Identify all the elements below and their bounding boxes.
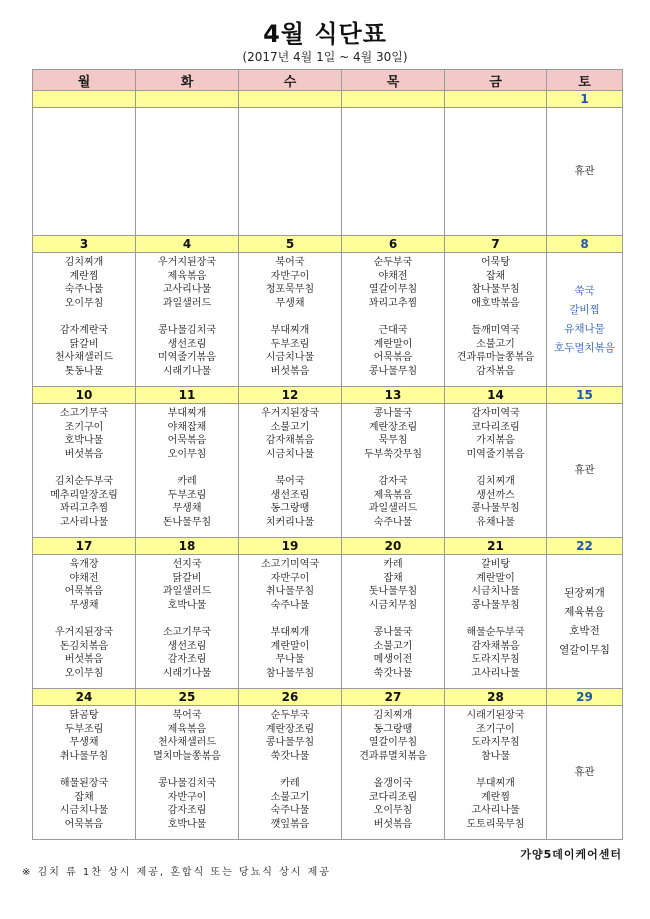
menu-item: 도라지무침 [471,737,520,748]
menu-item: 콩나물무침 [471,599,520,611]
menu-item: 김치찌개 [373,710,413,721]
menu-item: 생선조림 [167,338,207,350]
menu-item: 감자조림 [167,805,207,816]
menu-item: 계란말이 [373,338,413,350]
date-row [33,91,623,108]
menu-item: 콩나물무침 [471,503,520,514]
dinner-menu [239,324,341,378]
dinner-menu [239,475,341,529]
date-cell: 22 [547,538,623,555]
menu-item: 오이무침 [373,805,413,816]
menu-item: 쑥갓나물 [373,667,413,679]
day-menu-cell [239,253,342,387]
date-cell: 21 [445,538,547,555]
menu-item: 코다리조림 [368,791,418,803]
weekday-header: 목 [342,70,445,91]
menu-item: 북어국 [275,257,305,268]
saturday-menu-cell [547,253,623,387]
saturday-menu-cell [547,108,623,236]
dinner-menu [342,777,444,831]
date-row [33,236,623,253]
day-menu-cell [33,404,136,538]
menu-item: 호박나물 [167,818,207,830]
lunch-menu [239,253,341,310]
menu-item: 숙주나물 [270,805,310,816]
dinner-menu [239,626,341,680]
menu-item: 계란찜 [69,270,99,282]
date-cell [445,91,547,108]
lunch-menu [136,706,238,763]
day-menu-cell [342,555,445,689]
menu-item: 계란장조림 [368,421,418,433]
menu-item: 자반구이 [270,572,310,584]
menu-item: 잡채 [74,791,94,803]
dinner-menu [33,324,135,378]
menu-item: 숙주나물 [270,599,310,611]
weekday-header: 월 [33,70,136,91]
menu-item: 청포묵무침 [265,284,315,295]
date-cell [136,91,239,108]
center-name: 가양5데이케어센터 [520,848,622,861]
day-menu-cell [445,108,547,236]
date-cell: 20 [342,538,445,555]
menu-item: 선지국 [172,559,202,570]
dinner-menu [445,626,546,680]
menu-item: 콩나물김치국 [158,778,216,789]
menu-item: 어묵볶음 [373,352,413,363]
menu-item: 열갈이무침 [368,737,418,748]
menu-item: 버섯볶음 [373,818,413,830]
lunch-menu [445,253,546,310]
date-cell: 27 [342,689,445,706]
date-cell: 15 [547,387,623,404]
menu-item: 호박나물 [64,435,104,446]
menu-item: 돗나물무침 [368,586,418,597]
saturday-menu-cell [547,555,623,689]
day-menu-cell [342,253,445,387]
date-cell: 7 [445,236,547,253]
saturday-menu-cell [547,404,623,538]
menu-item: 깻잎볶음 [270,818,310,830]
lunch-menu [239,706,341,763]
menu-item: 소불고기 [270,791,310,803]
weekday-header: 수 [239,70,342,91]
menu-item: 가지볶음 [476,435,515,446]
date-cell: 8 [547,236,623,253]
menu-row [33,706,623,840]
lunch-menu [136,108,238,111]
date-cell: 11 [136,387,239,404]
menu-item: 두부조림 [64,723,104,735]
menu-item: 오이무침 [167,448,207,460]
menu-item: 멸치마늘쫑볶음 [153,750,221,762]
day-menu-cell [445,404,547,538]
lunch-menu [33,555,135,612]
day-menu-cell [445,706,547,840]
menu-item: 계란장조림 [265,723,315,735]
menu-row [33,253,623,387]
menu-row [33,404,623,538]
page-title: 4월 식단표 [263,20,387,48]
menu-item: 소불고기 [373,640,413,652]
menu-item: 과일샐러드 [368,503,418,514]
date-cell: 25 [136,689,239,706]
menu-item: 계란말이 [270,640,310,652]
menu-item: 순두부국 [270,710,310,721]
menu-item: 제육볶음 [564,605,605,618]
menu-item: 콩나물국 [373,408,413,419]
menu-item: 묵무침 [378,435,408,446]
menu-item: 감자국 [378,476,408,487]
dinner-menu [33,777,135,831]
menu-item: 콩나물김치국 [158,325,216,336]
menu-item: 어묵볶음 [167,435,207,446]
lunch-menu [136,404,238,461]
date-cell: 29 [547,689,623,706]
menu-item: 해물순두부국 [466,627,525,638]
menu-item: 메생이전 [373,654,413,665]
day-menu-cell [33,253,136,387]
date-cell: 18 [136,538,239,555]
menu-item: 들깨미역국 [471,325,520,336]
lunch-menu [445,404,546,461]
lunch-menu [445,108,546,111]
menu-item: 취나물무침 [59,750,109,762]
date-cell: 12 [239,387,342,404]
menu-item: 닭갈비 [172,572,202,584]
menu-item: 호박나물 [167,599,207,611]
menu-item: 코다리조림 [471,421,520,433]
day-menu-cell [33,706,136,840]
menu-item: 야채잡채 [167,421,207,433]
menu-item: 톳동나물 [64,365,104,377]
menu-item: 닭갈비 [69,338,99,350]
day-menu-cell [445,253,547,387]
saturday-menu-cell [547,706,623,840]
menu-item: 휴관 [574,766,595,778]
menu-item: 부대찌개 [476,778,515,789]
lunch-menu [33,706,135,763]
lunch-menu [239,555,341,612]
menu-item: 시래기된장국 [466,710,525,721]
lunch-menu [342,108,444,111]
menu-item: 우거지된장국 [158,257,216,268]
date-cell: 13 [342,387,445,404]
menu-item: 참나물무침 [265,667,315,679]
menu-item: 김치순두부국 [55,476,113,487]
menu-item: 조기구이 [64,421,104,433]
lunch-menu [136,555,238,612]
menu-item: 휴관 [574,464,595,476]
menu-item: 갈비찜 [569,303,600,316]
menu-item: 해물된장국 [59,778,109,789]
menu-item: 돈김치볶음 [59,640,109,652]
date-cell [342,91,445,108]
menu-item: 생선까스 [476,489,515,501]
menu-item: 순두부국 [373,257,413,268]
menu-item: 견과류마늘쫑볶음 [456,352,535,363]
lunch-menu [342,253,444,310]
day-menu-cell [239,404,342,538]
menu-item: 동그랑땡 [270,503,310,514]
menu-item: 우거지된장국 [261,408,319,419]
menu-item: 제육볶음 [373,489,413,501]
menu-item: 콩나물무침 [265,737,315,748]
lunch-menu [33,404,135,461]
menu-item: 돈나물무침 [162,516,212,528]
day-menu-cell [136,253,239,387]
meal-calendar [32,69,623,840]
menu-item: 애호박볶음 [471,297,520,309]
menu-item: 어묵탕 [481,257,510,268]
dinner-menu [445,475,546,529]
menu-item: 미역줄기볶음 [466,448,525,460]
day-menu-cell [342,108,445,236]
date-cell: 10 [33,387,136,404]
menu-item: 조기구이 [476,723,515,735]
lunch-menu [445,706,546,763]
menu-item: 감자조림 [167,654,207,665]
menu-item: 천사채샐러드 [55,352,113,363]
menu-item: 호두멸치볶음 [554,341,615,354]
dinner-menu [342,324,444,378]
menu-item: 소고기무국 [59,408,109,419]
menu-item: 감자채볶음 [265,435,315,446]
menu-item: 갈비탕 [481,559,510,570]
date-cell [239,91,342,108]
menu-item: 카레 [383,559,403,570]
day-menu-cell [445,555,547,689]
menu-item: 메추리알장조림 [50,489,118,501]
day-menu-cell [239,706,342,840]
dinner-menu [136,626,238,680]
day-menu-cell [136,404,239,538]
date-cell: 24 [33,689,136,706]
menu-item: 근대국 [378,325,408,336]
date-cell: 3 [33,236,136,253]
menu-item: 김치찌개 [476,476,515,487]
date-row [33,387,623,404]
menu-item: 소불고기 [476,338,515,350]
lunch-menu [445,555,546,612]
menu-item: 두부쑥갓무침 [364,448,422,460]
date-row [33,538,623,555]
menu-item: 참나물무침 [471,284,520,295]
menu-item: 고사리나물 [471,805,520,816]
menu-item: 콩나물국 [373,627,413,638]
menu-item: 열갈이무침 [559,643,610,656]
weekday-header: 토 [547,70,623,91]
menu-item: 생선조림 [167,640,207,652]
menu-item: 된장찌개 [564,586,605,599]
day-menu-cell [136,555,239,689]
date-cell: 28 [445,689,547,706]
menu-item: 감자미역국 [471,408,520,419]
menu-item: 부대찌개 [270,627,310,638]
lunch-menu [342,404,444,461]
menu-item: 버섯볶음 [64,654,104,665]
menu-item: 무생채 [172,503,202,514]
dinner-menu [239,777,341,831]
date-cell: 14 [445,387,547,404]
lunch-menu [239,404,341,461]
menu-item: 동그랑땡 [373,723,413,735]
dinner-menu [445,777,546,831]
lunch-menu [342,555,444,612]
day-menu-cell [136,108,239,236]
date-cell: 17 [33,538,136,555]
date-row [33,689,623,706]
day-menu-cell [239,555,342,689]
menu-item: 북어국 [172,710,202,721]
menu-item: 카레 [280,778,300,789]
menu-item: 어묵볶음 [64,818,104,830]
menu-item: 열갈이무침 [368,284,418,295]
menu-item: 유채나물 [564,322,605,335]
date-cell: 26 [239,689,342,706]
dinner-menu [342,626,444,680]
menu-row [33,108,623,236]
menu-item: 야채전 [378,270,408,282]
menu-item: 과일샐러드 [162,586,212,597]
menu-item: 부대찌개 [167,408,207,419]
date-cell: 1 [547,91,623,108]
menu-item: 감자계란국 [59,325,109,336]
menu-item: 북어국 [275,476,305,487]
menu-item: 오이무침 [64,667,104,679]
dinner-menu [136,777,238,831]
menu-item: 유채나물 [476,516,515,528]
menu-item: 시금치나물 [59,805,109,816]
menu-item: 어묵볶음 [64,586,104,597]
menu-item: 두부조림 [167,489,207,501]
menu-item: 닭곰탕 [69,710,99,721]
menu-item: 우거지된장국 [55,627,113,638]
date-cell: 5 [239,236,342,253]
menu-item: 무나물 [275,654,305,665]
menu-item: 시금치나물 [265,448,315,460]
menu-item: 치커리나물 [265,516,315,528]
menu-item: 소불고기 [270,421,310,433]
menu-item: 잡채 [383,572,403,584]
footer-note: ※ 김치 류 1찬 상시 제공, 혼합식 또는 당뇨식 상시 제공 [22,867,331,878]
menu-item: 제육볶음 [167,270,207,282]
lunch-menu [33,108,135,111]
menu-item: 시금치나물 [265,352,315,363]
dinner-menu [342,475,444,529]
date-cell [33,91,136,108]
menu-row [33,555,623,689]
menu-item: 올갱이국 [373,778,413,789]
weekday-header-row [33,70,623,91]
menu-item: 제육볶음 [167,723,207,735]
menu-item: 취나물무침 [265,586,315,597]
menu-item: 감자채볶음 [471,640,520,652]
menu-item: 도라지무침 [471,654,520,665]
menu-item: 버섯볶음 [64,448,104,460]
menu-item: 무생채 [69,737,99,748]
dinner-menu [445,324,546,378]
menu-item: 계란말이 [476,572,515,584]
menu-item: 두부조림 [270,338,310,350]
day-menu-cell [136,706,239,840]
menu-item: 부대찌개 [270,325,310,336]
menu-item: 소고기미역국 [261,559,319,570]
menu-item: 오이무침 [64,297,104,309]
menu-item: 야채전 [69,572,99,584]
date-cell: 19 [239,538,342,555]
menu-item: 김치찌개 [64,257,104,268]
menu-item: 생선조림 [270,489,310,501]
menu-item: 도토리묵무침 [466,818,525,830]
lunch-menu [33,253,135,310]
dinner-menu [136,475,238,529]
menu-item: 자반구이 [167,791,207,803]
menu-item: 카레 [177,476,197,487]
dinner-menu [136,324,238,378]
menu-item: 견과류멸치볶음 [359,750,427,762]
menu-item: 고사리나물 [59,516,109,528]
date-cell: 4 [136,236,239,253]
menu-item: 무생채 [69,599,99,611]
menu-item: 꽈리고추찜 [59,503,109,514]
menu-item: 천사채샐러드 [158,737,216,748]
menu-item: 휴관 [574,165,595,177]
menu-item: 숙주나물 [64,284,104,295]
menu-item: 고사리나물 [162,284,212,295]
day-menu-cell [33,108,136,236]
day-menu-cell [239,108,342,236]
menu-item: 시금치나물 [471,586,520,597]
menu-item: 감자볶음 [476,365,515,377]
menu-item: 계란찜 [481,791,510,803]
menu-item: 잡채 [485,270,506,282]
menu-item: 무생채 [275,297,305,309]
lunch-menu [136,253,238,310]
menu-item: 과일샐러드 [162,297,212,309]
lunch-menu [239,108,341,111]
menu-item: 시래기나물 [162,667,212,679]
menu-item: 시래기나물 [162,365,212,377]
day-menu-cell [342,706,445,840]
menu-item: 버섯볶음 [270,365,310,377]
day-menu-cell [342,404,445,538]
weekday-header: 금 [445,70,547,91]
dinner-menu [33,626,135,680]
menu-item: 육개장 [69,559,99,570]
menu-item: 시금치무침 [368,599,418,611]
menu-item: 호박전 [569,624,600,637]
menu-item: 소고기무국 [162,627,212,638]
date-cell: 6 [342,236,445,253]
menu-item: 고사리나물 [471,667,520,679]
dinner-menu [33,475,135,529]
menu-item: 쑥갓나물 [270,750,310,762]
lunch-menu [342,706,444,763]
menu-item: 참나물 [481,750,510,762]
menu-item: 꽈리고추찜 [368,297,418,309]
menu-item: 미역줄기볶음 [158,352,216,363]
date-range-subtitle: (2017년 4월 1일 ~ 4월 30일) [242,50,408,64]
menu-item: 숙주나물 [373,516,413,528]
day-menu-cell [33,555,136,689]
weekday-header: 화 [136,70,239,91]
menu-item: 콩나물무침 [368,365,418,377]
menu-item: 쑥국 [574,284,595,297]
menu-item: 자반구이 [270,270,310,282]
